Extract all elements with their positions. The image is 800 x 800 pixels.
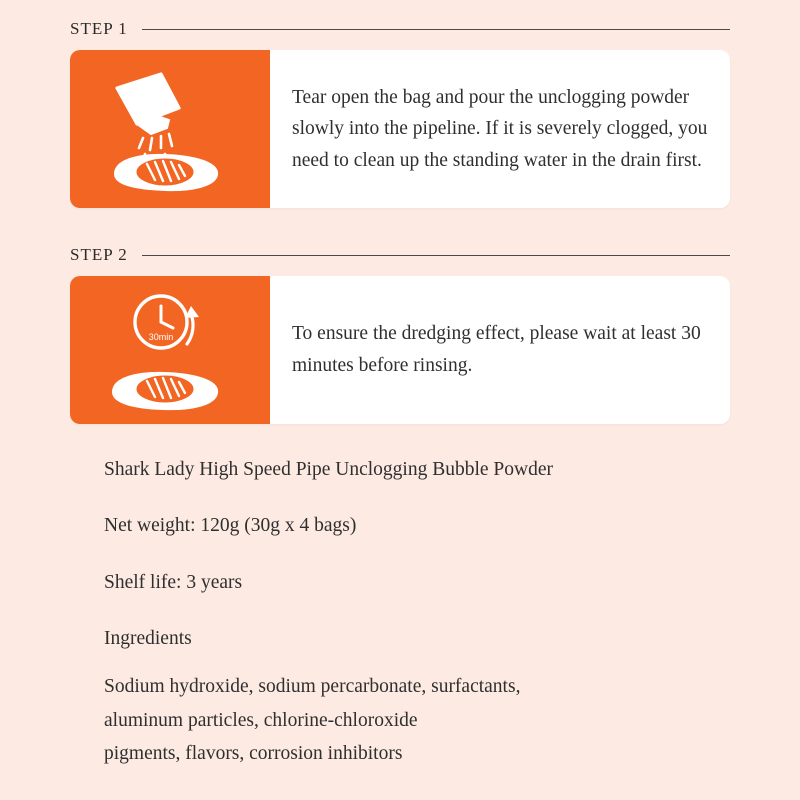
step-2-text-area bbox=[270, 276, 730, 424]
step-2-divider bbox=[142, 255, 730, 256]
step-1-header bbox=[70, 14, 730, 44]
step-1-text-area bbox=[270, 50, 730, 208]
step-2-text: To ensure the dredging effect, please wait at least 30 minutes before rinsing. bbox=[292, 323, 701, 376]
ingredients-list bbox=[104, 670, 744, 771]
clock-30min-drain-icon bbox=[70, 276, 270, 424]
product-name: Shark Lady High Speed Pipe Unclogging Bubble Powder bbox=[104, 459, 553, 480]
step-1-block bbox=[70, 14, 730, 208]
product-info bbox=[104, 455, 744, 771]
step-1-label: STEP 1 bbox=[70, 19, 128, 38]
ingredients-line: aluminum particles, chlorine-chloroxide bbox=[104, 709, 418, 731]
step-2-block bbox=[70, 240, 730, 424]
product-shelf-life: Shelf life: 3 years bbox=[104, 571, 243, 593]
ingredients-line: Sodium hydroxide, sodium percarbonate, surfactants, bbox=[104, 676, 521, 697]
ingredients-line: pigments, flavors, corrosion inhibitors bbox=[104, 743, 403, 765]
pouring-powder-into-drain-icon bbox=[70, 50, 270, 208]
step-2-header bbox=[70, 240, 730, 270]
svg-text:30min: 30min bbox=[148, 332, 174, 342]
step-2-card bbox=[70, 276, 730, 424]
step-1-divider bbox=[142, 29, 730, 30]
product-net-weight: Net weight: 120g (30g x 4 bags) bbox=[104, 515, 357, 537]
step-1-card bbox=[70, 50, 730, 208]
step-2-label: STEP 2 bbox=[70, 245, 128, 264]
ingredients-heading: Ingredients bbox=[104, 627, 192, 649]
step-1-text: Tear open the bag and pour the unclogging powder slowly into the pipeline. If it is severely clogged, you need to clean up the standing water in the drain first. bbox=[292, 86, 708, 171]
